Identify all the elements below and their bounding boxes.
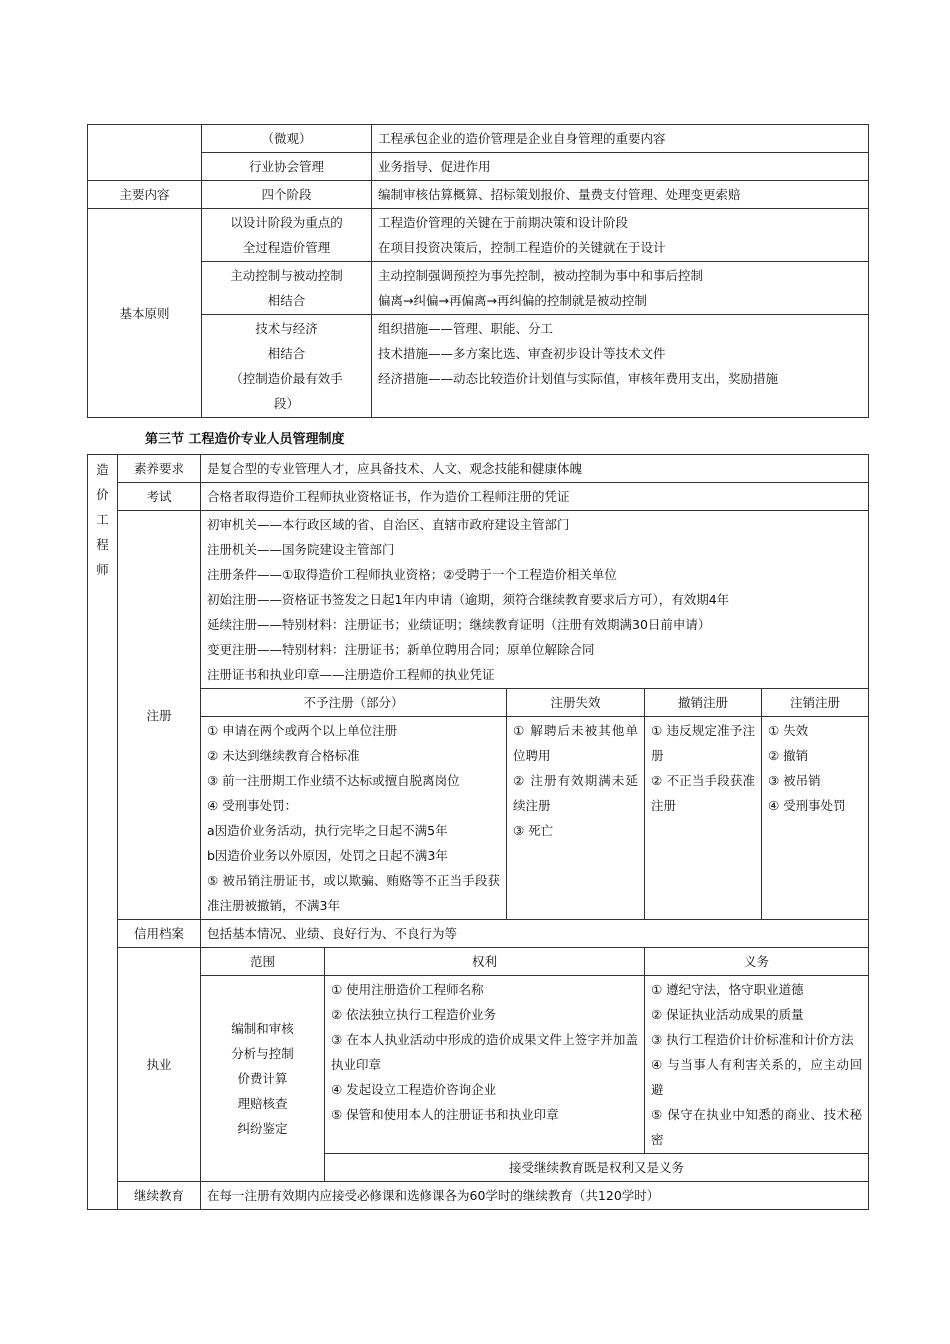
table-cell <box>507 717 645 920</box>
table-row <box>88 920 869 948</box>
side-label-cost-engineer <box>88 455 118 1210</box>
table-row <box>88 125 869 153</box>
table-cell: 在每一注册有效期内应接受必修课和选修课各为60学时的继续教育（共120学时） <box>201 1182 869 1210</box>
column-header: 注销注册 <box>762 689 869 717</box>
table-cell: 合格者取得造价工程师执业资格证书，作为造价工程师注册的凭证 <box>201 483 869 511</box>
text-line: （控制造价最有效手 <box>230 371 343 386</box>
list-item: ① 遵纪守法，恪守职业道德 <box>651 982 804 997</box>
text-line: 相结合 <box>267 293 306 308</box>
list-item: ② 保证执业活动成果的质量 <box>651 1007 804 1022</box>
list-item: ① 失效 <box>768 723 809 738</box>
list-item: ④ 与当事人有利害关系的，应主动回避 <box>651 1057 863 1097</box>
text-line: 纠纷鉴定 <box>237 1121 288 1136</box>
list-item: ③ 死亡 <box>513 823 554 838</box>
list-item: ② 不正当手段获准注册 <box>651 773 755 813</box>
table-row <box>88 262 869 315</box>
list-item: ① 使用注册造价工程师名称 <box>331 982 484 997</box>
table-row <box>88 948 869 976</box>
text-line: 延续注册——特别材料：注册证书；业绩证明；继续教育证明（注册有效期满30日前申请） <box>207 617 711 632</box>
column-header: 不予注册（部分） <box>201 689 507 717</box>
list-item: ① 违反规定准予注册 <box>651 723 755 763</box>
list-item: ④ 受刑事处罚 <box>768 798 846 813</box>
text-line: 注册机关——国务院建设主管部门 <box>207 542 395 557</box>
text-line: 理赔核查 <box>237 1096 288 1111</box>
list-item: ② 撤销 <box>768 748 809 763</box>
text-char: 造 <box>96 462 109 477</box>
table-row <box>88 209 869 262</box>
text-line: 注册条件——①取得造价工程师执业资格；②受聘于一个工程造价相关单位 <box>207 567 617 582</box>
table-cell: 包括基本情况、业绩、良好行为、不良行为等 <box>201 920 869 948</box>
table-cell: 业务指导、促进作用 <box>372 153 869 181</box>
list-item: a因造价业务活动，执行完毕之日起不满5年 <box>207 823 448 838</box>
list-item: b因造价业务以外原因，处罚之日起不满3年 <box>207 848 448 863</box>
table-row <box>88 1182 869 1210</box>
table-cell-empty <box>88 125 202 181</box>
text-line: 组织措施——管理、职能、分工 <box>378 321 554 336</box>
text-line: 全过程造价管理 <box>242 240 331 255</box>
list-item: ③ 在本人执业活动中形成的造价成果文件上签字并加盖执业印章 <box>331 1032 638 1072</box>
text-char: 程 <box>96 537 109 552</box>
table-cell: 接受继续教育既是权利又是义务 <box>325 1154 869 1182</box>
row-header-zhiye: 执业 <box>118 948 201 1182</box>
text-line: 工程造价管理的关键在于前期决策和设计阶段 <box>378 215 629 230</box>
list-item: ③ 前一注册期工作业绩不达标或擅自脱离岗位 <box>207 773 460 788</box>
table-cell <box>372 315 869 418</box>
list-item: ① 解聘后未被其他单位聘用 <box>513 723 638 763</box>
list-item: ③ 被吊销 <box>768 773 821 788</box>
list-item: ② 注册有效期满未延续注册 <box>513 773 638 813</box>
text-line: 技术与经济 <box>255 321 318 336</box>
text-line: 在项目投资决策后，控制工程造价的关键就在于设计 <box>378 240 666 255</box>
text-line: 技术措施——多方案比选、审查初步设计等技术文件 <box>378 346 666 361</box>
text-line: 相结合 <box>267 346 306 361</box>
text-line: 价费计算 <box>237 1071 288 1086</box>
section-title: 第三节 工程造价专业人员管理制度 <box>145 432 345 447</box>
table-cell <box>201 717 507 920</box>
text-line: 编制和审核 <box>231 1021 294 1036</box>
table-cell <box>201 511 869 689</box>
list-item: ① 申请在两个或两个以上单位注册 <box>207 723 398 738</box>
column-header: 撤销注册 <box>645 689 762 717</box>
list-item: ⑤ 被吊销注册证书，或以欺骗、贿赂等不正当手段获准注册被撤销，不满3年 <box>207 873 500 913</box>
text-line: 主动控制强调预控为事先控制，被动控制为事中和事后控制 <box>378 268 704 283</box>
text-line: 以设计阶段为重点的 <box>230 215 343 230</box>
text-line: 初始注册——资格证书签发之日起1年内申请（逾期，须符合继续教育要求后方可），有效期4年 <box>207 592 730 607</box>
text-line: 注册证书和执业印章——注册造价工程师的执业凭证 <box>207 667 495 682</box>
row-header-kaoshi: 考试 <box>118 483 201 511</box>
text-line: 初审机关——本行政区域的省、自治区、直辖市政府建设主管部门 <box>207 517 570 532</box>
text-line: 主动控制与被动控制 <box>230 268 343 283</box>
table-cell <box>645 976 869 1154</box>
text-line: 经济措施——动态比较造价计划值与实际值，审核年费用支出，奖励措施 <box>378 371 779 386</box>
row-header-principles: 基本原则 <box>88 209 202 418</box>
table-row <box>88 153 869 181</box>
table-row <box>88 455 869 483</box>
table-row <box>88 511 869 689</box>
row-header-jixu: 继续教育 <box>118 1182 201 1210</box>
column-header: 义务 <box>645 948 869 976</box>
row-header-zhuce: 注册 <box>118 511 201 920</box>
row-header-suyang: 素养要求 <box>118 455 201 483</box>
list-item: ③ 执行工程造价计价标准和计价方法 <box>651 1032 854 1047</box>
text-line: 段） <box>273 396 299 411</box>
list-item: ② 依法独立执行工程造价业务 <box>331 1007 497 1022</box>
table-cell <box>201 976 325 1182</box>
list-item: ④ 受刑事处罚： <box>207 798 298 813</box>
table-cell: 四个阶段 <box>202 181 372 209</box>
list-item: ⑤ 保管和使用本人的注册证书和执业印章 <box>331 1107 559 1122</box>
table-cell: 行业协会管理 <box>202 153 372 181</box>
table-cell <box>202 262 372 315</box>
table-cell <box>202 209 372 262</box>
table-row <box>88 976 869 1154</box>
table-row <box>88 315 869 418</box>
column-header: 权利 <box>325 948 645 976</box>
row-header-xinyong: 信用档案 <box>118 920 201 948</box>
list-item: ④ 发起设立工程造价咨询企业 <box>331 1082 497 1097</box>
table-cell: 工程承包企业的造价管理是企业自身管理的重要内容 <box>372 125 869 153</box>
row-header-main-content: 主要内容 <box>88 181 202 209</box>
column-header: 范围 <box>201 948 325 976</box>
list-item: ⑤ 保守在执业中知悉的商业、技术秘密 <box>651 1107 863 1147</box>
table-cell <box>325 976 645 1154</box>
column-header: 注册失效 <box>507 689 645 717</box>
table-cell <box>202 315 372 418</box>
text-line: 偏离→纠偏→再偏离→再纠偏的控制就是被动控制 <box>378 293 647 308</box>
text-line: 分析与控制 <box>231 1046 294 1061</box>
table-row <box>88 181 869 209</box>
table-cell: 编制审核估算概算、招标策划报价、量费支付管理、处理变更索赔 <box>372 181 869 209</box>
table-cell: （微观） <box>202 125 372 153</box>
table-row <box>88 717 869 920</box>
table-cell <box>372 209 869 262</box>
text-char: 师 <box>96 562 109 577</box>
table-cell <box>645 717 762 920</box>
text-char: 工 <box>96 512 109 527</box>
engineer-management-table <box>87 454 869 1210</box>
table-row <box>88 689 869 717</box>
text-line: 变更注册——特别材料：注册证书；新单位聘用合同；原单位解除合同 <box>207 642 595 657</box>
table-cell <box>372 262 869 315</box>
table-cell: 是复合型的专业管理人才，应具备技术、人文、观念技能和健康体魄 <box>201 455 869 483</box>
management-table <box>87 124 869 418</box>
table-cell <box>762 717 869 920</box>
table-row <box>88 483 869 511</box>
list-item: ② 未达到继续教育合格标准 <box>207 748 360 763</box>
text-char: 价 <box>96 487 109 502</box>
